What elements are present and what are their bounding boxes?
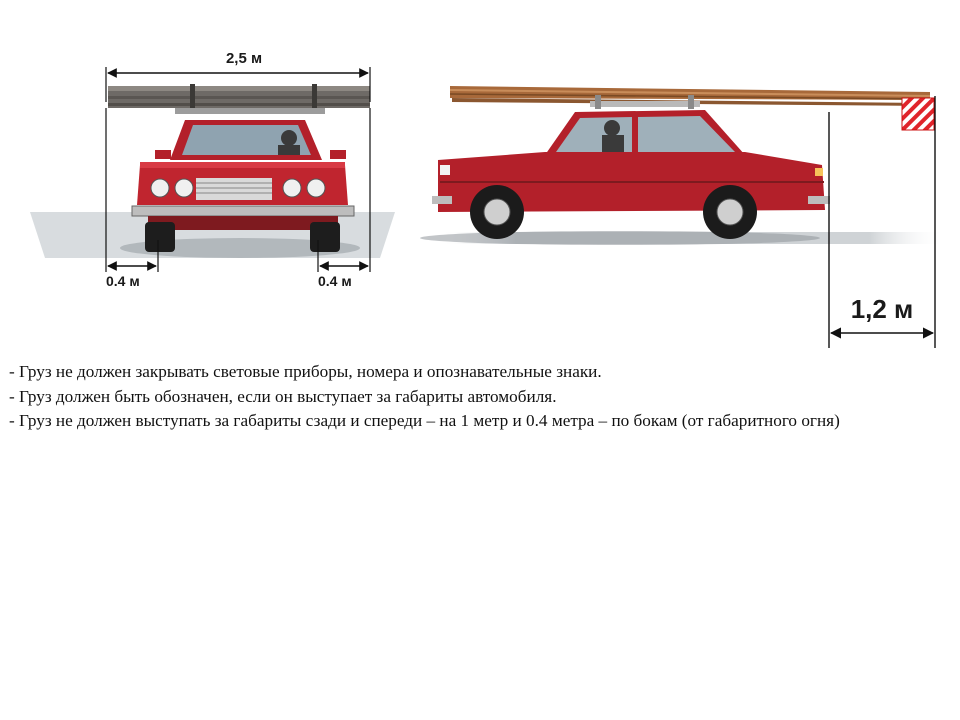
rules-list	[9, 360, 939, 434]
side-view	[420, 86, 945, 348]
rule-item: - Груз не должен выступать за габариты сзади и спереди – на 1 метр и 0.4 метра – по бокам (от габаритного огня)	[9, 411, 840, 430]
front-left-overhang-label: 0.4 м	[106, 273, 140, 289]
front-cargo-bundle	[108, 84, 370, 110]
front-width-label: 2,5 м	[225, 50, 263, 67]
side-car	[432, 110, 830, 239]
front-view	[30, 50, 395, 289]
front-right-overhang-label: 0.4 м	[318, 273, 352, 289]
side-rear-overhang-label: 1,2 м	[850, 294, 914, 324]
rule-item: - Груз не должен закрывать световые приборы, номера и опознавательные знаки.	[9, 362, 602, 381]
rule-item: - Груз должен быть обозначен, если он выступает за габариты автомобиля.	[9, 386, 557, 406]
warning-flag	[902, 98, 934, 130]
